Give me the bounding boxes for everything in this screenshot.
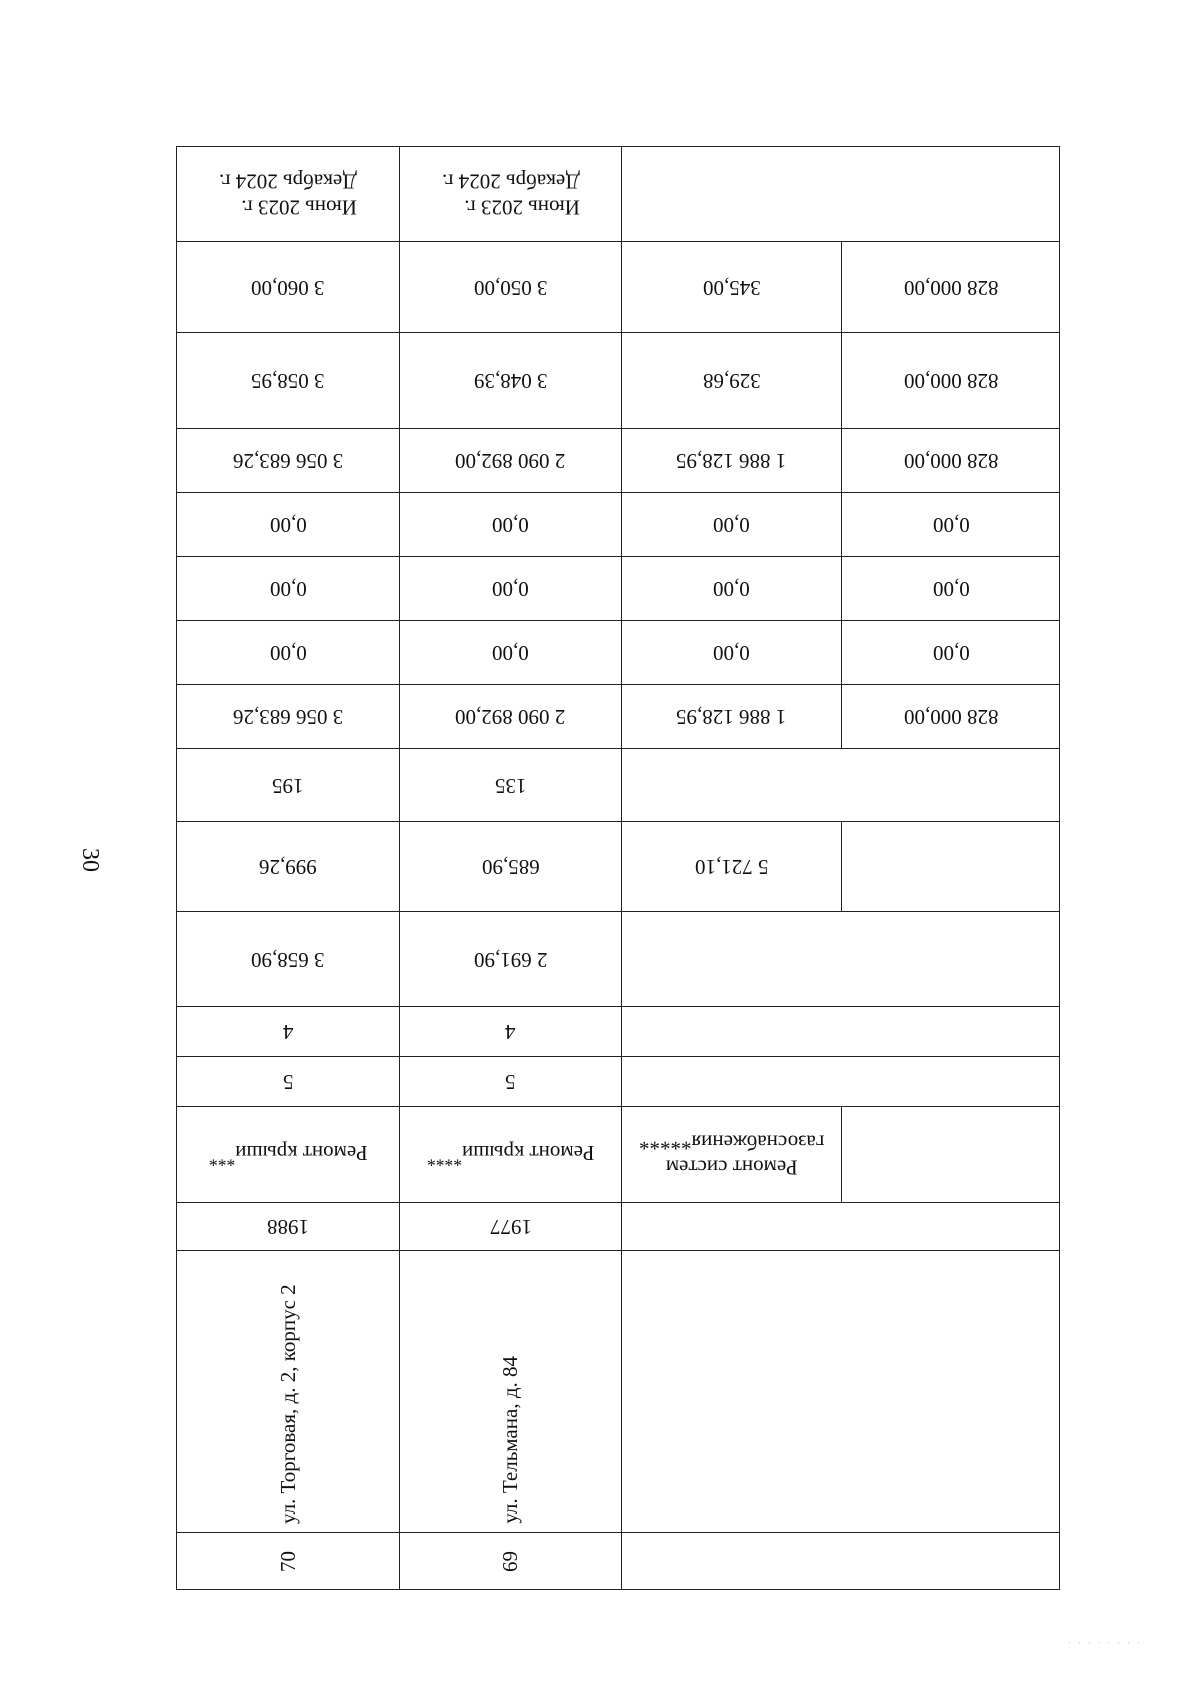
cell-address-70: ул. Торговая, д. 2, корпус 2 <box>275 1284 300 1524</box>
cell-limit-gas: 345,00 <box>621 242 841 332</box>
cell-work-69: Ремонт крыши**** <box>399 1107 621 1202</box>
cell-area-70: 3 658,90 <box>251 947 325 972</box>
cell-count-70: 195 <box>272 773 304 798</box>
cell-period-69: Июнь 2023 г. Декабрь 2024 г. <box>399 147 621 241</box>
table-row-year <box>177 1202 1059 1250</box>
cell-zero1-last: 0,00 <box>841 621 1061 684</box>
cell-work-gas: Ремонт систем газоснабжения***** <box>621 1107 841 1202</box>
cell-sum-69: 2 090 892,00 <box>399 429 621 492</box>
table-row-c4 <box>177 1006 1059 1056</box>
cell-perm2-gas: 329,68 <box>621 333 841 428</box>
cell-period-70: Июнь 2023 г. Декабрь 2024 г. <box>219 169 357 220</box>
cell-c4-69: 4 <box>399 1007 621 1056</box>
cell-c4-empty <box>621 1007 1061 1056</box>
cell-work-70: Ремонт крыши*** <box>208 1140 368 1170</box>
cell-total-70: 3 056 683,26 <box>232 705 344 729</box>
table-row-area <box>177 911 1059 1006</box>
cell-year-70: 1988 <box>267 1215 309 1239</box>
cell-year-69: 1977 <box>399 1203 621 1250</box>
table-row-number <box>177 1532 1059 1589</box>
cell-sum-last: 828 000,00 <box>841 429 1061 492</box>
table-row-total <box>177 684 1059 748</box>
cell-total-gas: 1 886 128,95 <box>621 685 841 748</box>
table-row-zero2 <box>177 556 1059 620</box>
cell-num-empty <box>621 1533 1061 1589</box>
cell-count-69: 135 <box>399 749 621 821</box>
cell-zero3-69: 0,00 <box>399 493 621 556</box>
cell-total-last: 828 000,00 <box>841 685 1061 748</box>
cell-costunit-70: 999,26 <box>259 855 317 879</box>
cell-area-69: 2 691,90 <box>399 912 621 1006</box>
cell-zero3-last: 0,00 <box>841 493 1061 556</box>
cell-perm2-last: 828 000,00 <box>841 333 1061 428</box>
cell-work-empty <box>841 1107 1061 1202</box>
cell-limit-70: 3 060,00 <box>251 275 325 300</box>
cell-c5-69: 5 <box>399 1057 621 1106</box>
page-number: 30 <box>77 848 103 872</box>
cell-num-69: 69 <box>399 1533 621 1589</box>
cell-perm2-70: 3 058,95 <box>251 369 325 393</box>
table-row-period <box>177 147 1059 241</box>
cell-limit-69: 3 050,00 <box>399 242 621 332</box>
cell-total-69: 2 090 892,00 <box>399 685 621 748</box>
table-row-per-m2 <box>177 332 1059 428</box>
cell-address-empty <box>621 1251 1061 1532</box>
table-row-count <box>177 748 1059 821</box>
cell-zero3-70: 0,00 <box>269 513 307 537</box>
cell-zero2-last: 0,00 <box>841 557 1061 620</box>
cell-sum-70: 3 056 683,26 <box>232 449 344 473</box>
cell-area-empty <box>621 912 1061 1006</box>
cell-zero2-70: 0,00 <box>269 577 307 601</box>
table-row-zero3 <box>177 492 1059 556</box>
cell-costunit-69: 685,90 <box>399 822 621 911</box>
cell-zero1-69: 0,00 <box>399 621 621 684</box>
cell-zero2-69: 0,00 <box>399 557 621 620</box>
table-row-work-type <box>177 1106 1059 1202</box>
cell-sum-gas: 1 886 128,95 <box>621 429 841 492</box>
cell-zero1-70: 0,00 <box>269 641 307 665</box>
table-row-sum <box>177 428 1059 492</box>
cell-address-69: ул. Тельмана, д. 84 <box>399 1251 621 1532</box>
table-row-limit <box>177 241 1059 332</box>
cell-c5-empty <box>621 1057 1061 1106</box>
table-row-c5 <box>177 1056 1059 1106</box>
scan-artifact: · · · · · · · · <box>1065 1636 1140 1647</box>
cell-zero2-gas: 0,00 <box>621 557 841 620</box>
cell-year-empty <box>621 1203 1061 1250</box>
cell-c4-70: 4 <box>282 1020 294 1044</box>
cell-perm2-69: 3 048,39 <box>399 333 621 428</box>
cell-zero3-gas: 0,00 <box>621 493 841 556</box>
cell-costunit-empty <box>841 822 1061 911</box>
cell-c5-70: 5 <box>282 1070 294 1094</box>
cell-limit-last: 828 000,00 <box>841 242 1061 332</box>
data-table <box>176 146 1060 1590</box>
cell-period-empty <box>621 147 1061 241</box>
cell-count-empty <box>621 749 1061 821</box>
table-row-zero1 <box>177 620 1059 684</box>
cell-costunit-gas: 5 721,10 <box>621 822 841 911</box>
table-row-address <box>177 1250 1059 1532</box>
cell-zero1-gas: 0,00 <box>621 621 841 684</box>
table-row-cost-unit <box>177 821 1059 911</box>
cell-num-70: 70 <box>275 1550 300 1572</box>
